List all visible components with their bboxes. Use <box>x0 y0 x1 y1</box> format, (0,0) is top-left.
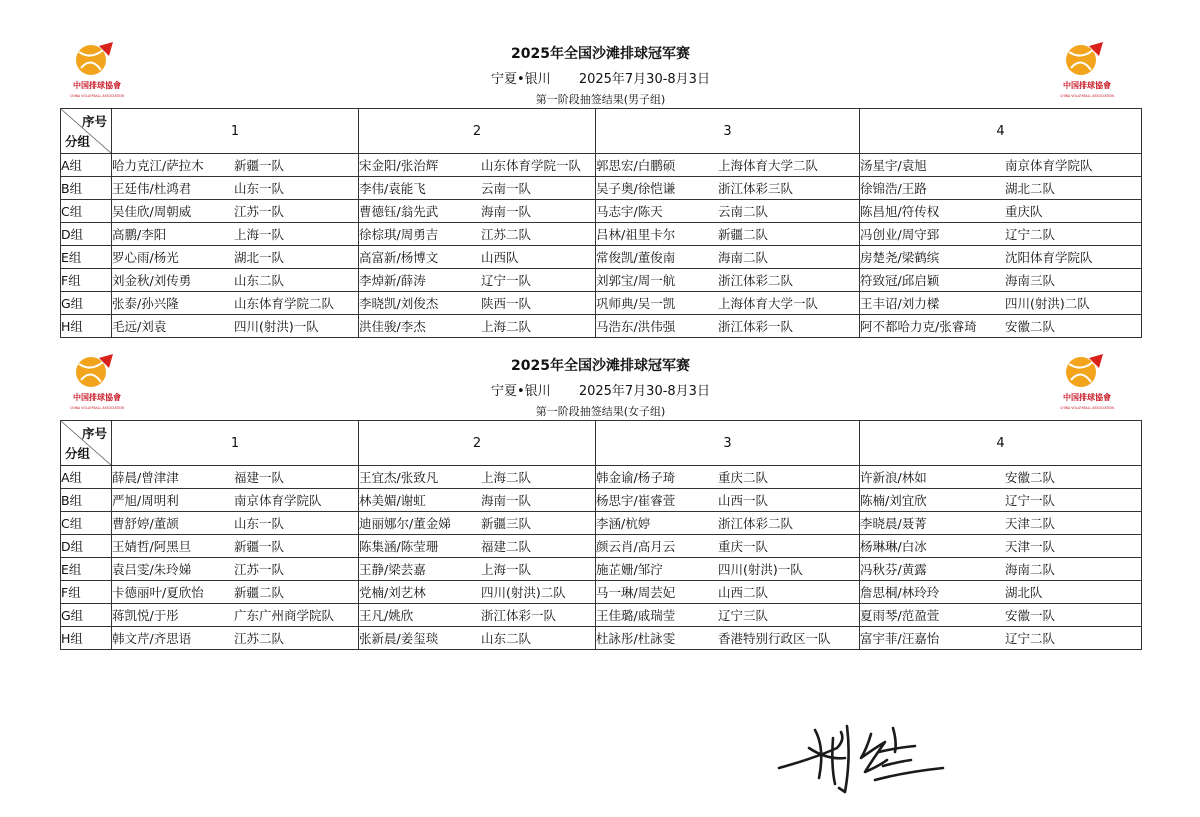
player-names: 王丰诏/刘力樑 <box>860 296 940 311</box>
player-names: 曹德钰/翁先武 <box>359 204 439 219</box>
team-cell <box>860 177 1142 200</box>
team-name: 上海二队 <box>481 470 532 485</box>
player-names: 马浩东/洪伟强 <box>596 319 676 334</box>
team-name: 辽宁三队 <box>718 608 769 623</box>
team-name: 浙江体彩二队 <box>718 516 794 531</box>
event-dates: 2025年7月30-8月3日 <box>578 384 710 399</box>
group-name-cell: B组 <box>61 177 112 200</box>
team-name: 江苏二队 <box>234 631 285 646</box>
group-name-cell: G组 <box>61 292 112 315</box>
stage-subtitle: 第一阶段抽签结果(女子组) <box>535 405 666 418</box>
team-cell <box>359 292 596 315</box>
team-cell <box>596 466 860 489</box>
team-cell <box>112 246 359 269</box>
column-header: 4 <box>860 109 1142 154</box>
team-name: 浙江体彩三队 <box>718 181 794 196</box>
event-location-dates <box>60 68 1141 87</box>
team-cell <box>596 581 860 604</box>
group-label: 分组 <box>65 446 91 461</box>
team-cell <box>112 535 359 558</box>
table-row <box>61 177 1142 200</box>
player-names: 徐锦浩/王路 <box>860 181 927 196</box>
table-row <box>61 154 1142 177</box>
team-name: 重庆队 <box>1005 204 1043 219</box>
player-names: 常俊凯/董俊南 <box>596 250 676 265</box>
table-row <box>61 466 1142 489</box>
handwritten-signature <box>775 718 950 798</box>
team-name: 山东体育学院二队 <box>234 296 335 311</box>
table-row <box>61 581 1142 604</box>
player-names: 袁吕雯/朱玲娣 <box>112 562 192 577</box>
svg-text:中国排球協會: 中国排球協會 <box>73 81 121 90</box>
team-cell <box>359 627 596 650</box>
table-row <box>61 315 1142 338</box>
event-location: 宁夏•银川 <box>491 72 551 87</box>
team-cell <box>596 558 860 581</box>
team-cell <box>359 558 596 581</box>
table-row <box>61 292 1142 315</box>
team-cell <box>596 315 860 338</box>
team-cell <box>112 558 359 581</box>
team-cell <box>596 292 860 315</box>
team-cell <box>359 177 596 200</box>
team-name: 新疆二队 <box>718 227 769 242</box>
table-row <box>61 512 1142 535</box>
player-names: 张新晨/姜玺琰 <box>359 631 439 646</box>
player-names: 巩师典/吴一凯 <box>596 296 676 311</box>
player-names: 薛晨/曾津津 <box>112 470 179 485</box>
team-cell <box>860 223 1142 246</box>
player-names: 王凡/姚欣 <box>359 608 414 623</box>
team-name: 湖北一队 <box>234 250 285 265</box>
team-name: 浙江体彩一队 <box>718 319 794 334</box>
team-cell <box>596 223 860 246</box>
team-cell <box>596 177 860 200</box>
team-name: 广东广州商学院队 <box>234 608 335 623</box>
team-name: 海南一队 <box>481 204 532 219</box>
team-name: 上海一队 <box>481 562 532 577</box>
team-cell <box>860 489 1142 512</box>
group-name-cell: E组 <box>61 246 112 269</box>
team-cell <box>112 466 359 489</box>
team-name: 新疆一队 <box>234 158 285 173</box>
player-names: 韩文芹/齐思语 <box>112 631 192 646</box>
team-name: 四川(射洪)一队 <box>718 562 803 577</box>
team-cell <box>860 154 1142 177</box>
svg-text:中国排球協會: 中国排球協會 <box>73 393 121 402</box>
table-corner-header <box>61 421 112 466</box>
team-cell <box>359 535 596 558</box>
team-name: 重庆二队 <box>718 470 769 485</box>
player-names: 毛远/刘袁 <box>112 319 167 334</box>
event-location: 宁夏•银川 <box>491 384 551 399</box>
group-name-cell: A组 <box>61 154 112 177</box>
team-cell <box>860 604 1142 627</box>
team-cell <box>596 154 860 177</box>
svg-text:中国排球協會: 中国排球協會 <box>1063 393 1111 402</box>
player-names: 马志宇/陈天 <box>596 204 663 219</box>
event-title: 2025年全国沙滩排球冠军赛 <box>511 46 690 62</box>
group-name-cell: F组 <box>61 269 112 292</box>
men-draw-table <box>60 108 1142 338</box>
team-cell <box>112 627 359 650</box>
player-names: 李涵/杭婷 <box>596 516 651 531</box>
team-name: 安徽一队 <box>1005 608 1056 623</box>
team-cell <box>860 512 1142 535</box>
team-cell <box>359 512 596 535</box>
player-names: 李晓凯/刘俊杰 <box>359 296 439 311</box>
table-header-row <box>61 109 1142 154</box>
group-name-cell: H组 <box>61 627 112 650</box>
player-names: 王婧哲/阿黑旦 <box>112 539 192 554</box>
team-cell <box>596 489 860 512</box>
team-name: 云南二队 <box>718 204 769 219</box>
table-row <box>61 246 1142 269</box>
player-names: 李晓晨/聂菁 <box>860 516 927 531</box>
team-cell <box>596 512 860 535</box>
team-cell <box>112 315 359 338</box>
table-row <box>61 604 1142 627</box>
player-names: 刘郭宝/周一航 <box>596 273 676 288</box>
player-names: 张泰/孙兴隆 <box>112 296 179 311</box>
player-names: 李焯新/薛涛 <box>359 273 426 288</box>
team-cell <box>112 581 359 604</box>
team-name: 浙江体彩二队 <box>718 273 794 288</box>
player-names: 陈楠/刘宜欣 <box>860 493 927 508</box>
team-cell <box>112 223 359 246</box>
event-title: 2025年全国沙滩排球冠军赛 <box>511 358 690 374</box>
player-names: 罗心雨/杨光 <box>112 250 179 265</box>
team-cell <box>112 200 359 223</box>
table-row <box>61 558 1142 581</box>
team-cell <box>359 604 596 627</box>
player-names: 施芷姗/邹泞 <box>596 562 663 577</box>
team-cell <box>359 581 596 604</box>
team-name: 海南一队 <box>481 493 532 508</box>
team-name: 安徽二队 <box>1005 319 1056 334</box>
team-cell <box>112 292 359 315</box>
team-name: 天津一队 <box>1005 539 1056 554</box>
team-name: 江苏二队 <box>481 227 532 242</box>
player-names: 王宜杰/张致凡 <box>359 470 439 485</box>
player-names: 杨琳琳/白冰 <box>860 539 927 554</box>
player-names: 富宇菲/汪嘉怡 <box>860 631 940 646</box>
player-names: 韩金谕/杨子琦 <box>596 470 676 485</box>
team-cell <box>860 315 1142 338</box>
table-row <box>61 535 1142 558</box>
team-name: 上海体育大学一队 <box>718 296 819 311</box>
team-cell <box>359 269 596 292</box>
player-names: 许新浪/林如 <box>860 470 927 485</box>
player-names: 詹思桐/林玲玲 <box>860 585 940 600</box>
team-name: 福建一队 <box>234 470 285 485</box>
event-location-dates <box>60 380 1141 399</box>
team-cell <box>359 466 596 489</box>
team-cell <box>860 466 1142 489</box>
player-names: 王佳璐/戚瑞莹 <box>596 608 676 623</box>
team-name: 新疆一队 <box>234 539 285 554</box>
player-names: 哈力克江/萨拉木 <box>112 158 204 173</box>
team-name: 湖北队 <box>1005 585 1043 600</box>
team-name: 安徽二队 <box>1005 470 1056 485</box>
column-header: 2 <box>359 421 596 466</box>
team-name: 山东一队 <box>234 181 285 196</box>
team-cell <box>860 535 1142 558</box>
group-name-cell: E组 <box>61 558 112 581</box>
team-cell <box>860 269 1142 292</box>
group-name-cell: C组 <box>61 200 112 223</box>
team-name: 海南二队 <box>718 250 769 265</box>
team-cell <box>596 535 860 558</box>
player-names: 房楚尧/梁鹤缤 <box>860 250 940 265</box>
player-names: 迪丽娜尔/董金娣 <box>359 516 451 531</box>
player-names: 陈集涵/陈莹珊 <box>359 539 439 554</box>
team-name: 新疆三队 <box>481 516 532 531</box>
team-cell <box>112 489 359 512</box>
team-cell <box>860 292 1142 315</box>
team-cell <box>112 154 359 177</box>
team-name: 香港特别行政区一队 <box>718 631 831 646</box>
group-name-cell: C组 <box>61 512 112 535</box>
player-names: 陈昌旭/符传权 <box>860 204 940 219</box>
player-names: 杨思宇/崔睿萱 <box>596 493 676 508</box>
team-cell <box>596 627 860 650</box>
team-name: 上海体育大学二队 <box>718 158 819 173</box>
player-names: 党楠/刘艺林 <box>359 585 426 600</box>
team-name: 浙江体彩一队 <box>481 608 557 623</box>
player-names: 夏雨琴/范盈萱 <box>860 608 940 623</box>
player-names: 汤星宇/袁旭 <box>860 158 927 173</box>
team-name: 山东二队 <box>481 631 532 646</box>
team-cell <box>359 315 596 338</box>
team-name: 福建二队 <box>481 539 532 554</box>
group-name-cell: H组 <box>61 315 112 338</box>
team-cell <box>596 200 860 223</box>
svg-text:CHINA VOLLEYBALL ASSOCIATION: CHINA VOLLEYBALL ASSOCIATION <box>70 94 124 98</box>
team-name: 辽宁二队 <box>1005 227 1056 242</box>
player-names: 王廷伟/杜鸿君 <box>112 181 192 196</box>
team-name: 海南三队 <box>1005 273 1056 288</box>
player-names: 李伟/袁能飞 <box>359 181 426 196</box>
team-name: 海南二队 <box>1005 562 1056 577</box>
event-dates: 2025年7月30-8月3日 <box>578 72 710 87</box>
group-name-cell: F组 <box>61 581 112 604</box>
player-names: 严旭/周明利 <box>112 493 179 508</box>
player-names: 吴子奥/徐恺谦 <box>596 181 676 196</box>
team-name: 上海二队 <box>481 319 532 334</box>
group-name-cell: D组 <box>61 535 112 558</box>
team-cell <box>860 246 1142 269</box>
player-names: 吴佳欣/周朝威 <box>112 204 192 219</box>
player-names: 林美媚/谢虹 <box>359 493 426 508</box>
table-row <box>61 627 1142 650</box>
team-name: 重庆一队 <box>718 539 769 554</box>
team-cell <box>359 200 596 223</box>
player-names: 冯秋芬/黄露 <box>860 562 927 577</box>
svg-text:中国排球協會: 中国排球協會 <box>1063 81 1111 90</box>
team-name: 天津二队 <box>1005 516 1056 531</box>
player-names: 高鹏/李阳 <box>112 227 167 242</box>
team-cell <box>359 154 596 177</box>
team-name: 四川(射洪)一队 <box>234 319 319 334</box>
team-name: 新疆二队 <box>234 585 285 600</box>
team-cell <box>359 223 596 246</box>
team-cell <box>359 489 596 512</box>
team-name: 上海一队 <box>234 227 285 242</box>
column-header: 3 <box>596 109 860 154</box>
table-row <box>61 200 1142 223</box>
group-name-cell: G组 <box>61 604 112 627</box>
team-cell <box>860 581 1142 604</box>
player-names: 曹舒婷/董颉 <box>112 516 179 531</box>
column-header: 4 <box>860 421 1142 466</box>
player-names: 卡德丽叶/夏欣怡 <box>112 585 204 600</box>
table-header-row <box>61 421 1142 466</box>
player-names: 冯创业/周守郅 <box>860 227 940 242</box>
player-names: 宋金阳/张治辉 <box>359 158 439 173</box>
team-name: 陕西一队 <box>481 296 532 311</box>
team-name: 云南一队 <box>481 181 532 196</box>
team-name: 沈阳体育学院队 <box>1005 250 1093 265</box>
seed-number-label: 序号 <box>81 426 107 441</box>
team-name: 山东体育学院一队 <box>481 158 582 173</box>
team-name: 江苏一队 <box>234 204 285 219</box>
team-name: 山西二队 <box>718 585 769 600</box>
player-names: 阿不都哈力克/张睿琦 <box>860 319 977 334</box>
team-name: 湖北二队 <box>1005 181 1056 196</box>
team-cell <box>860 558 1142 581</box>
team-name: 江苏一队 <box>234 562 285 577</box>
team-cell <box>596 246 860 269</box>
team-name: 山东一队 <box>234 516 285 531</box>
team-cell <box>112 177 359 200</box>
stage-subtitle: 第一阶段抽签结果(男子组) <box>535 93 666 106</box>
group-name-cell: D组 <box>61 223 112 246</box>
seed-number-label: 序号 <box>81 114 107 129</box>
team-name: 辽宁一队 <box>481 273 532 288</box>
team-name: 山东二队 <box>234 273 285 288</box>
svg-text:CHINA VOLLEYBALL ASSOCIATION: CHINA VOLLEYBALL ASSOCIATION <box>70 406 124 410</box>
player-names: 高富新/杨博文 <box>359 250 439 265</box>
column-header: 3 <box>596 421 860 466</box>
column-header: 2 <box>359 109 596 154</box>
player-names: 颜云肖/高月云 <box>596 539 676 554</box>
team-cell <box>112 604 359 627</box>
team-cell <box>112 512 359 535</box>
svg-text:CHINA VOLLEYBALL ASSOCIATION: CHINA VOLLEYBALL ASSOCIATION <box>1060 94 1114 98</box>
table-corner-header <box>61 109 112 154</box>
team-cell <box>112 269 359 292</box>
player-names: 蒋凯悦/于彤 <box>112 608 179 623</box>
team-name: 南京体育学院队 <box>1005 158 1093 173</box>
team-cell <box>359 246 596 269</box>
table-row <box>61 223 1142 246</box>
team-name: 辽宁一队 <box>1005 493 1056 508</box>
team-cell <box>860 627 1142 650</box>
team-cell <box>860 200 1142 223</box>
table-row <box>61 269 1142 292</box>
group-name-cell: A组 <box>61 466 112 489</box>
player-names: 符致冠/邱启颖 <box>860 273 940 288</box>
player-names: 马一琳/周芸妃 <box>596 585 676 600</box>
team-name: 四川(射洪)二队 <box>481 585 566 600</box>
team-name: 四川(射洪)二队 <box>1005 296 1090 311</box>
group-name-cell: B组 <box>61 489 112 512</box>
column-header: 1 <box>112 109 359 154</box>
team-cell <box>596 604 860 627</box>
team-name: 辽宁二队 <box>1005 631 1056 646</box>
group-label: 分组 <box>65 134 91 149</box>
table-row <box>61 489 1142 512</box>
player-names: 杜詠彤/杜詠雯 <box>596 631 676 646</box>
women-draw-table <box>60 420 1142 650</box>
team-name: 南京体育学院队 <box>234 493 322 508</box>
player-names: 徐棕琪/周勇吉 <box>359 227 439 242</box>
column-header: 1 <box>112 421 359 466</box>
team-name: 山西队 <box>481 250 519 265</box>
svg-text:CHINA VOLLEYBALL ASSOCIATION: CHINA VOLLEYBALL ASSOCIATION <box>1060 406 1114 410</box>
player-names: 洪佳骏/李杰 <box>359 319 426 334</box>
team-cell <box>596 269 860 292</box>
player-names: 郭思宏/白鹏硕 <box>596 158 676 173</box>
player-names: 刘金秋/刘传勇 <box>112 273 192 288</box>
team-name: 山西一队 <box>718 493 769 508</box>
player-names: 吕林/祖里卡尔 <box>596 227 676 242</box>
player-names: 王静/梁芸嘉 <box>359 562 426 577</box>
